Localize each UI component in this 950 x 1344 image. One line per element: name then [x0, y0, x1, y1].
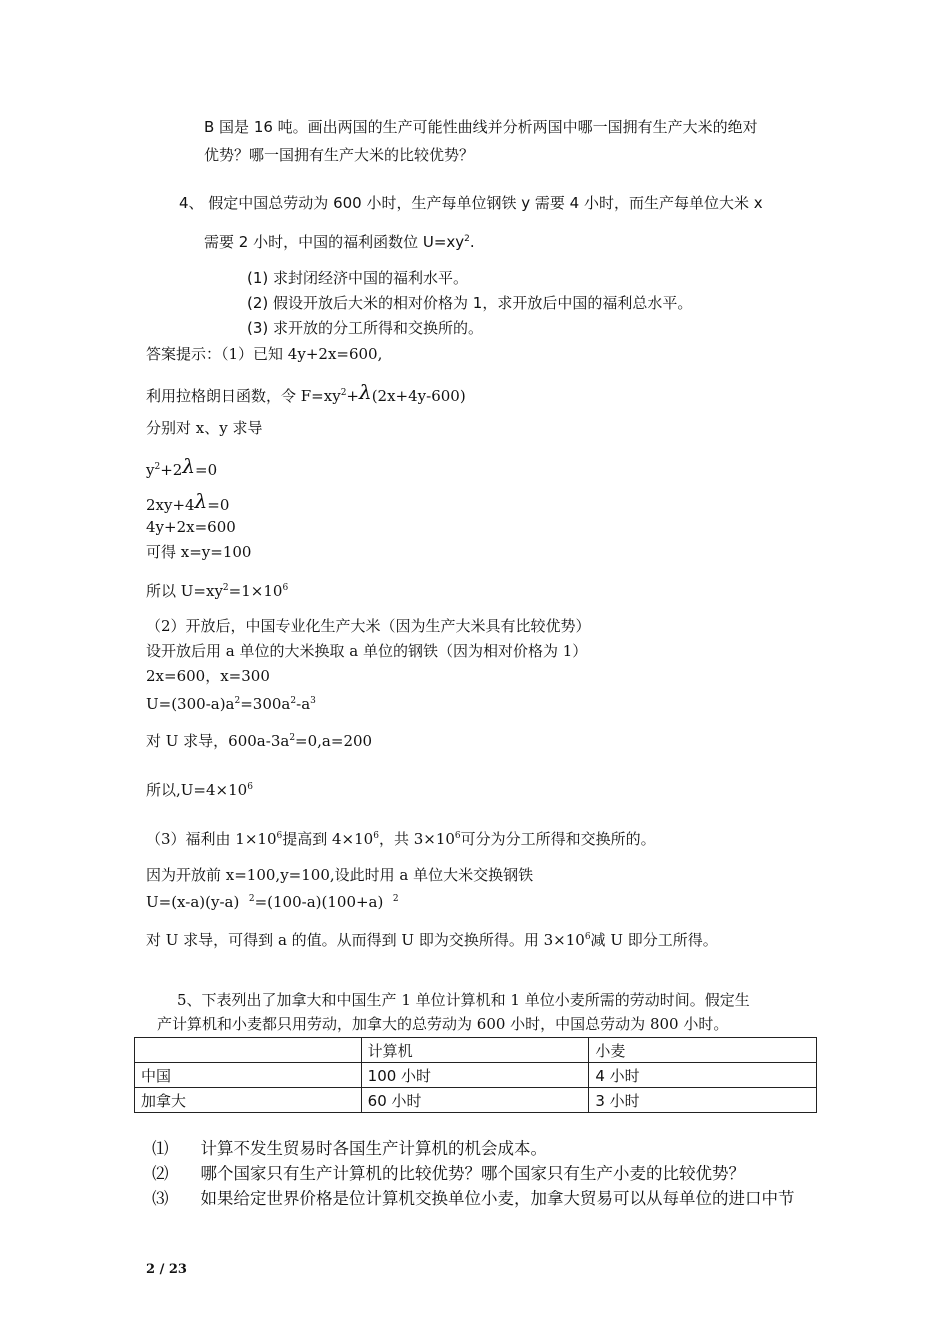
- answer-line-8: 所以 $U=xy^2=1\times 10^6$: [146, 582, 289, 600]
- answer-line-1: 答案提示：（1）已知 4y+2x=600,: [146, 345, 383, 363]
- q4-line-2: 需要 2 小时，中国的福利函数位 $U=xy^2$.: [204, 233, 475, 251]
- q5-line-1: 5、下表列出了加拿大和中国生产 1 单位计算机和 1 单位小麦所需的劳动时间。假定生: [177, 991, 750, 1009]
- answer-line-13: 对 U 求导，$600a-3a^2=0,a=200$: [146, 732, 373, 750]
- q4-line-1: 4、 假定中国总劳动为 600 小时，生产每单位钢铁 y 需要 4 小时，而生产每单位大米 x: [179, 194, 763, 212]
- table-header-cell: 计算机: [361, 1038, 589, 1063]
- answer-line-2: 利用拉格朗日函数，令 $F=xy^2+\lambda(2x+4y-600)$: [146, 380, 466, 405]
- answer-line-9: （2）开放后，中国专业化生产大米（因为生产大米具有比较优势）: [146, 617, 591, 635]
- answer-line-11: 2x=600，x=300: [146, 667, 270, 685]
- answer-line-17: U=(x-a)(y-a) $^2$=(100-a)(100+a) $^2$: [146, 893, 399, 911]
- answer-line-4: $y^2+2\lambda=0$: [146, 454, 218, 479]
- answer-line-7: 可得 x=y=100: [146, 543, 252, 561]
- page-number: 2 / 23: [146, 1262, 187, 1277]
- q4-sub-3: (3) 求开放的分工所得和交换所的。: [247, 319, 484, 337]
- answer-line-12: $U=(300-a)a^2=300a^2-a^3$: [146, 695, 316, 713]
- list-item: ⑵ 哪个国家只有生产计算机的比较优势？哪个国家只有生产小麦的比较优势？: [152, 1164, 745, 1183]
- q3-line-1: B 国是 16 吨。画出两国的生产可能性曲线并分析两国中哪一国拥有生产大米的绝对: [204, 118, 758, 136]
- table-cell: 3 小时: [589, 1088, 817, 1113]
- answer-line-6: 4y+2x=600: [146, 518, 236, 536]
- list-item: ⑴ 计算不发生贸易时各国生产计算机的机会成本。: [152, 1139, 547, 1158]
- table-row: [135, 1063, 817, 1088]
- q3-line-2: 优势？哪一国拥有生产大米的比较优势？: [204, 146, 475, 164]
- table-cell: 60 小时: [361, 1088, 589, 1113]
- answer-line-3: 分别对 x、y 求导: [146, 419, 263, 437]
- labor-time-table: [134, 1037, 817, 1113]
- q5-line-2: 产计算机和小麦都只用劳动，加拿大的总劳动为 600 小时，中国总劳动为 800 小时。: [157, 1015, 729, 1033]
- table-cell: 中国: [135, 1063, 362, 1088]
- table-cell: 加拿大: [135, 1088, 362, 1113]
- table-row: [135, 1088, 817, 1113]
- list-item: ⑶ 如果给定世界价格是位计算机交换单位小麦，加拿大贸易可以从每单位的进口中节: [152, 1189, 795, 1208]
- answer-line-5: 2xy+4λ=0: [146, 489, 230, 514]
- answer-line-10: 设开放后用 a 单位的大米换取 a 单位的钢铁（因为相对价格为 1）: [146, 642, 588, 660]
- table-cell: 100 小时: [361, 1063, 589, 1088]
- answer-line-16: 因为开放前 x=100,y=100,设此时用 a 单位大米交换钢铁: [146, 866, 534, 884]
- lambda-symbol: λ: [359, 380, 372, 404]
- table-header-cell: 小麦: [589, 1038, 817, 1063]
- table-header-row: [135, 1038, 817, 1063]
- answer-line-15: （3）福利由 $1\times 10^6$提高到 $4\times 10^6$，共 $3\times 10^6$可分为分工所得和交换所的。: [146, 830, 656, 848]
- table-header-cell: [135, 1038, 362, 1063]
- q4-sub-1: (1) 求封闭经济中国的福利水平。: [247, 269, 469, 287]
- table-cell: 4 小时: [589, 1063, 817, 1088]
- answer-line-18: 对 U 求导，可得到 a 的值。从而得到 U 即为交换所得。用 $3\times 10^6$减 U 即分工所得。: [146, 931, 718, 949]
- q4-sub-2: (2) 假设开放后大米的相对价格为 1，求开放后中国的福利总水平。: [247, 294, 693, 312]
- answer-line-14: 所以$,U=4\times 10^6$: [146, 781, 253, 799]
